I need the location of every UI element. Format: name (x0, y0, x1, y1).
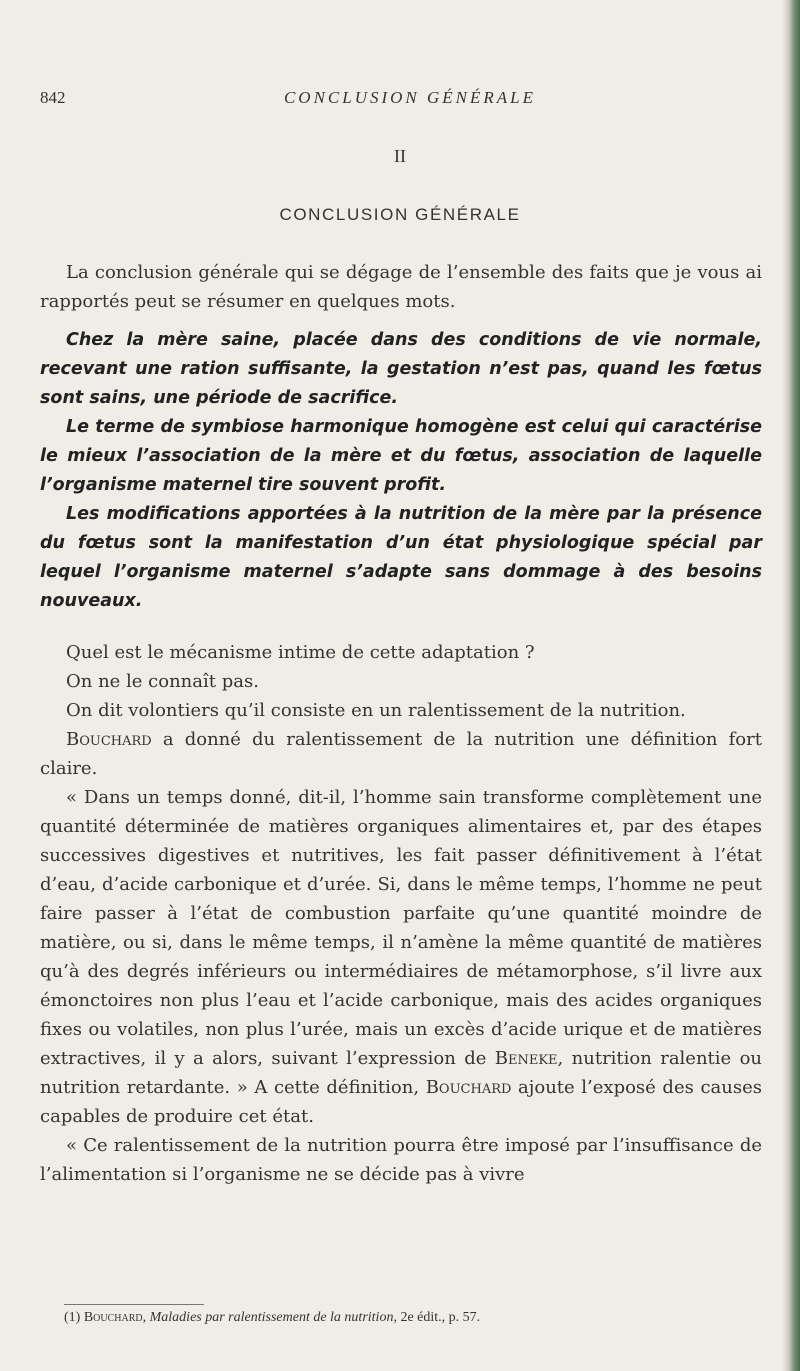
footnote-sep: , (142, 1310, 150, 1325)
conclusion-2: Le terme de symbiose harmonique homogène est celui qui caractérise le mieux l’association de la mère et du fœtus, association de laquelle l’organisme maternel tire souvent profit. (40, 417, 762, 495)
page-header (40, 88, 780, 112)
paragraph-insufficiency: « Ce ralentissement de la nutrition pourra être imposé par l’insuffisance de l’alimentation si l’organisme ne se décide pas à vivre (40, 1135, 762, 1185)
footnote-edition: , 2e édit., p. 57. (393, 1310, 481, 1325)
body-text (40, 258, 762, 1189)
footnote (64, 1310, 764, 1326)
section-number: II (394, 146, 406, 166)
section-title: CONCLUSION GÉNÉRALE (279, 205, 521, 224)
intro-paragraph: La conclusion générale qui se dégage de l’ensemble des faits que je vous ai rapportés peut se résumer en quelques mots. (40, 262, 762, 312)
paragraph-question: Quel est le mécanisme intime de cette adaptation ? (66, 642, 535, 663)
quote-text-b: , nutrition ralentie ou nutrition retardante. » A cette définition, (40, 1048, 763, 1098)
footnote-work: Maladies par ralentissement de la nutrition (149, 1310, 394, 1325)
paragraph-quote (40, 783, 762, 1131)
quote-text-a: « Dans un temps donné, dit-il, l’homme sain transforme complètement une quantité déterminée de matières organiques alimentaires et, par des étapes successives digestives et nutritives, les fait passer définitivement à l’état d’eau, d’acide carbonique et d’urée. Si, dans le même temps, l’homme ne peut faire passer à l’état de combustion parfaite qu’une quantité moindre de matière, ou si, dans le même temps, il n’amène la même quantité de matières qu’à des degrés inférieurs ou intermédiaires de métamorphose, s’il livre aux émonctoires non plus l’eau et l’acide carbonique, mais des acides organiques fixes ou volatiles, non plus l’urée, mais un excès d’acide urique et de matières extractives, il y a alors, suivant l’expression de (40, 787, 762, 1069)
running-head: CONCLUSION GÉNÉRALE (283, 88, 537, 107)
author-name-beneke: Beneke (494, 1048, 558, 1069)
paragraph-slowdown: On dit volontiers qu’il consiste en un ralentissement de la nutrition. (66, 700, 686, 721)
conclusion-3: Les modifications apportées à la nutrition de la mère par la présence du fœtus sont la manifestation d’un état physiologique spécial par lequel l’organisme maternel s’adapte sans dommage à des besoins nouveaux. (40, 504, 762, 611)
footnote-author: Bouchard (83, 1310, 143, 1325)
page-number: 842 (40, 88, 66, 107)
author-name-bouchard: Bouchard (425, 1077, 512, 1098)
quote-text-c: ajoute l’exposé des causes capables de produire cet état. (40, 1077, 762, 1127)
footnote-marker: (1) (64, 1310, 81, 1325)
conclusion-1: Chez la mère saine, placée dans des conditions de vie normale, recevant une ration suffisante, la gestation n’est pas, quand les fœtus sont sains, une période de sacrifice. (40, 330, 762, 408)
conclusions-block (40, 326, 762, 616)
author-name: Bouchard (66, 729, 152, 750)
paragraph-bouchard-definition (40, 725, 762, 783)
paragraph-text: a donné du ralentissement de la nutrition une définition fort claire. (40, 729, 762, 779)
paragraph-unknown: On ne le connaît pas. (66, 671, 259, 692)
footnote-rule (64, 1304, 204, 1305)
